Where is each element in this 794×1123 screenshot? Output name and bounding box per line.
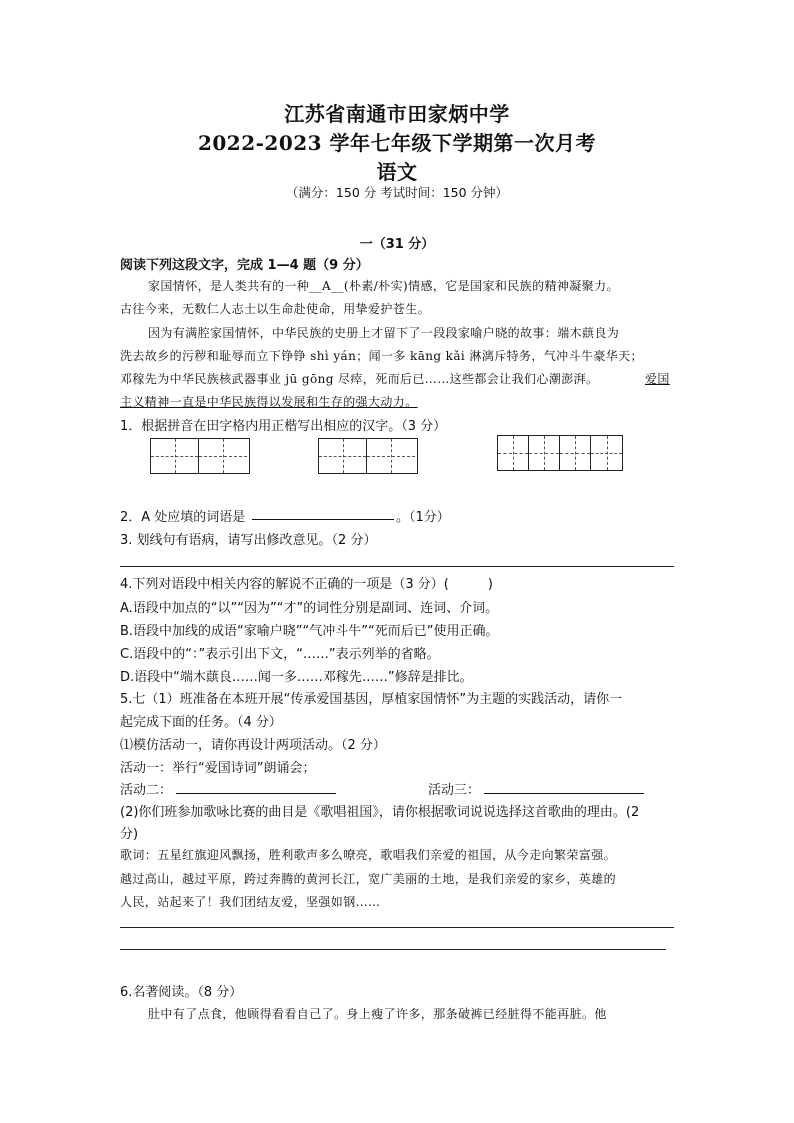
answer-line-q3[interactable] — [120, 566, 674, 567]
question-6-text: 肚中有了点食，他顾得看看自己了。身上瘦了许多，那条破裤已经脏得不能再脏。他 — [148, 1007, 607, 1021]
exam-title: 2022-2023 学年七年级下学期第一次月考 — [197, 131, 597, 155]
question-5-line-1: 5.七（1）班准备在本班开展“传承爱国基因，厚植家国情怀”为主题的实践活动，请你一 — [120, 692, 623, 707]
exam-meta: （满分：150 分 考试时间：150 分钟） — [285, 185, 509, 200]
answer-line-q5-1[interactable] — [120, 927, 674, 928]
tianzige-grid-3[interactable] — [497, 435, 623, 471]
lyrics-line-1: 歌词：五星红旗迎风飘扬，胜利歌声多么嘹亮，歌唱我们亲爱的祖国，从今走向繁荣富强。 — [120, 848, 617, 862]
passage-underlined-sentence: 主义精神一直是中华民族得以发展和生存的强大动力。 — [120, 395, 418, 409]
passage-line-2: 古往今来，无数仁人志士以生命赴使命，用挚爱护苍生。 — [120, 302, 431, 316]
passage-line-4: 洗去故乡的污秽和耻辱而立下铮铮 shì yán；闻一多 kāng kǎi 淋漓斥特务，气冲斗牛豪华天； — [120, 349, 643, 363]
activity-1: 活动一：举行“爱国诗词”朗诵会； — [120, 761, 316, 776]
activity-2-label: 活动二： — [120, 783, 173, 798]
reading-instruction: 阅读下列这段文字，完成 1—4 题（9 分） — [120, 258, 369, 273]
option-b: B.语段中加线的成语“家喻户晓”“气冲斗牛”“死而后已”使用正确。 — [120, 624, 499, 639]
school-title: 江苏省南通市田家炳中学 — [284, 102, 510, 126]
tianzige-cell[interactable] — [367, 439, 415, 473]
question-1: 1．根据拼音在田字格内用正楷写出相应的汉字。（3 分） — [120, 419, 447, 434]
tianzige-grid-2[interactable] — [318, 438, 418, 474]
subject-title: 语文 — [376, 160, 418, 184]
question-5-line-2: 起完成下面的任务。（4 分） — [120, 715, 282, 730]
question-3: 3. 划线句有语病，请写出修改意见。（2 分） — [120, 533, 377, 548]
question-4: 4.下列对语段中相关内容的解说不正确的一项是（3 分）( ) — [120, 577, 493, 592]
passage-line-5: 邓稼先为中华民族核武器事业 jū gōng 尽瘁，死而后已……这些都会让我们心潮澎湃。 — [120, 372, 599, 386]
tianzige-cell[interactable] — [151, 439, 199, 473]
activity-3-answer-line[interactable] — [484, 793, 644, 794]
answer-line-q5-2[interactable] — [120, 949, 666, 950]
tianzige-cell[interactable] — [529, 436, 560, 470]
section-title: 一（31 分） — [359, 237, 435, 252]
tianzige-cell[interactable] — [498, 436, 529, 470]
question-5-sub-2-line-2: 分) — [120, 827, 139, 842]
lyrics-line-3: 人民，站起来了！我们团结友爱，坚强如钢…… — [120, 895, 381, 909]
tianzige-cell[interactable] — [199, 439, 247, 473]
passage-line-3: 因为有满腔家国情怀，中华民族的史册上才留下了一段段家喻户晓的故事：端木蕻良为 — [148, 326, 620, 340]
question-5-sub-2-line-1: (2)你们班参加歌咏比赛的曲目是《歌唱祖国》，请你根据歌词说说选择这首歌曲的理由。(2 — [120, 805, 640, 820]
passage-line-1: 家国情怀，是人类共有的一种__A__(朴素/朴实)情感，它是国家和民族的精神凝聚力。 — [148, 279, 619, 293]
question-2-score: 。（1分） — [396, 510, 450, 525]
tianzige-cell[interactable] — [591, 436, 622, 470]
option-a: A.语段中加点的“以”“因为”“才”的词性分别是副词、连词、介词。 — [120, 601, 499, 616]
tianzige-cell[interactable] — [560, 436, 591, 470]
question-6: 6.名著阅读。（8 分） — [120, 985, 243, 1000]
option-c: C.语段中的“：”表示引出下文，“……”表示列举的省略。 — [120, 647, 440, 662]
tianzige-grid-1[interactable] — [150, 438, 250, 474]
tianzige-cell[interactable] — [319, 439, 367, 473]
passage-underlined-start: 爱国 — [645, 372, 670, 386]
activity-2-answer-line[interactable] — [176, 793, 336, 794]
question-2: 2．A 处应填的词语是 — [120, 510, 246, 525]
option-d: D.语段中“端木蕻良……闻一多……邓稼先……”修辞是排比。 — [120, 670, 473, 685]
lyrics-line-2: 越过高山，越过平原，跨过奔腾的黄河长江，宽广美丽的土地，是我们亲爱的家乡，英雄的 — [120, 872, 617, 886]
answer-line-q2[interactable] — [252, 519, 394, 520]
activity-3-label: 活动三： — [428, 783, 481, 798]
question-5-sub-1: ⑴模仿活动一，请你再设计两项活动。（2 分） — [120, 738, 386, 753]
